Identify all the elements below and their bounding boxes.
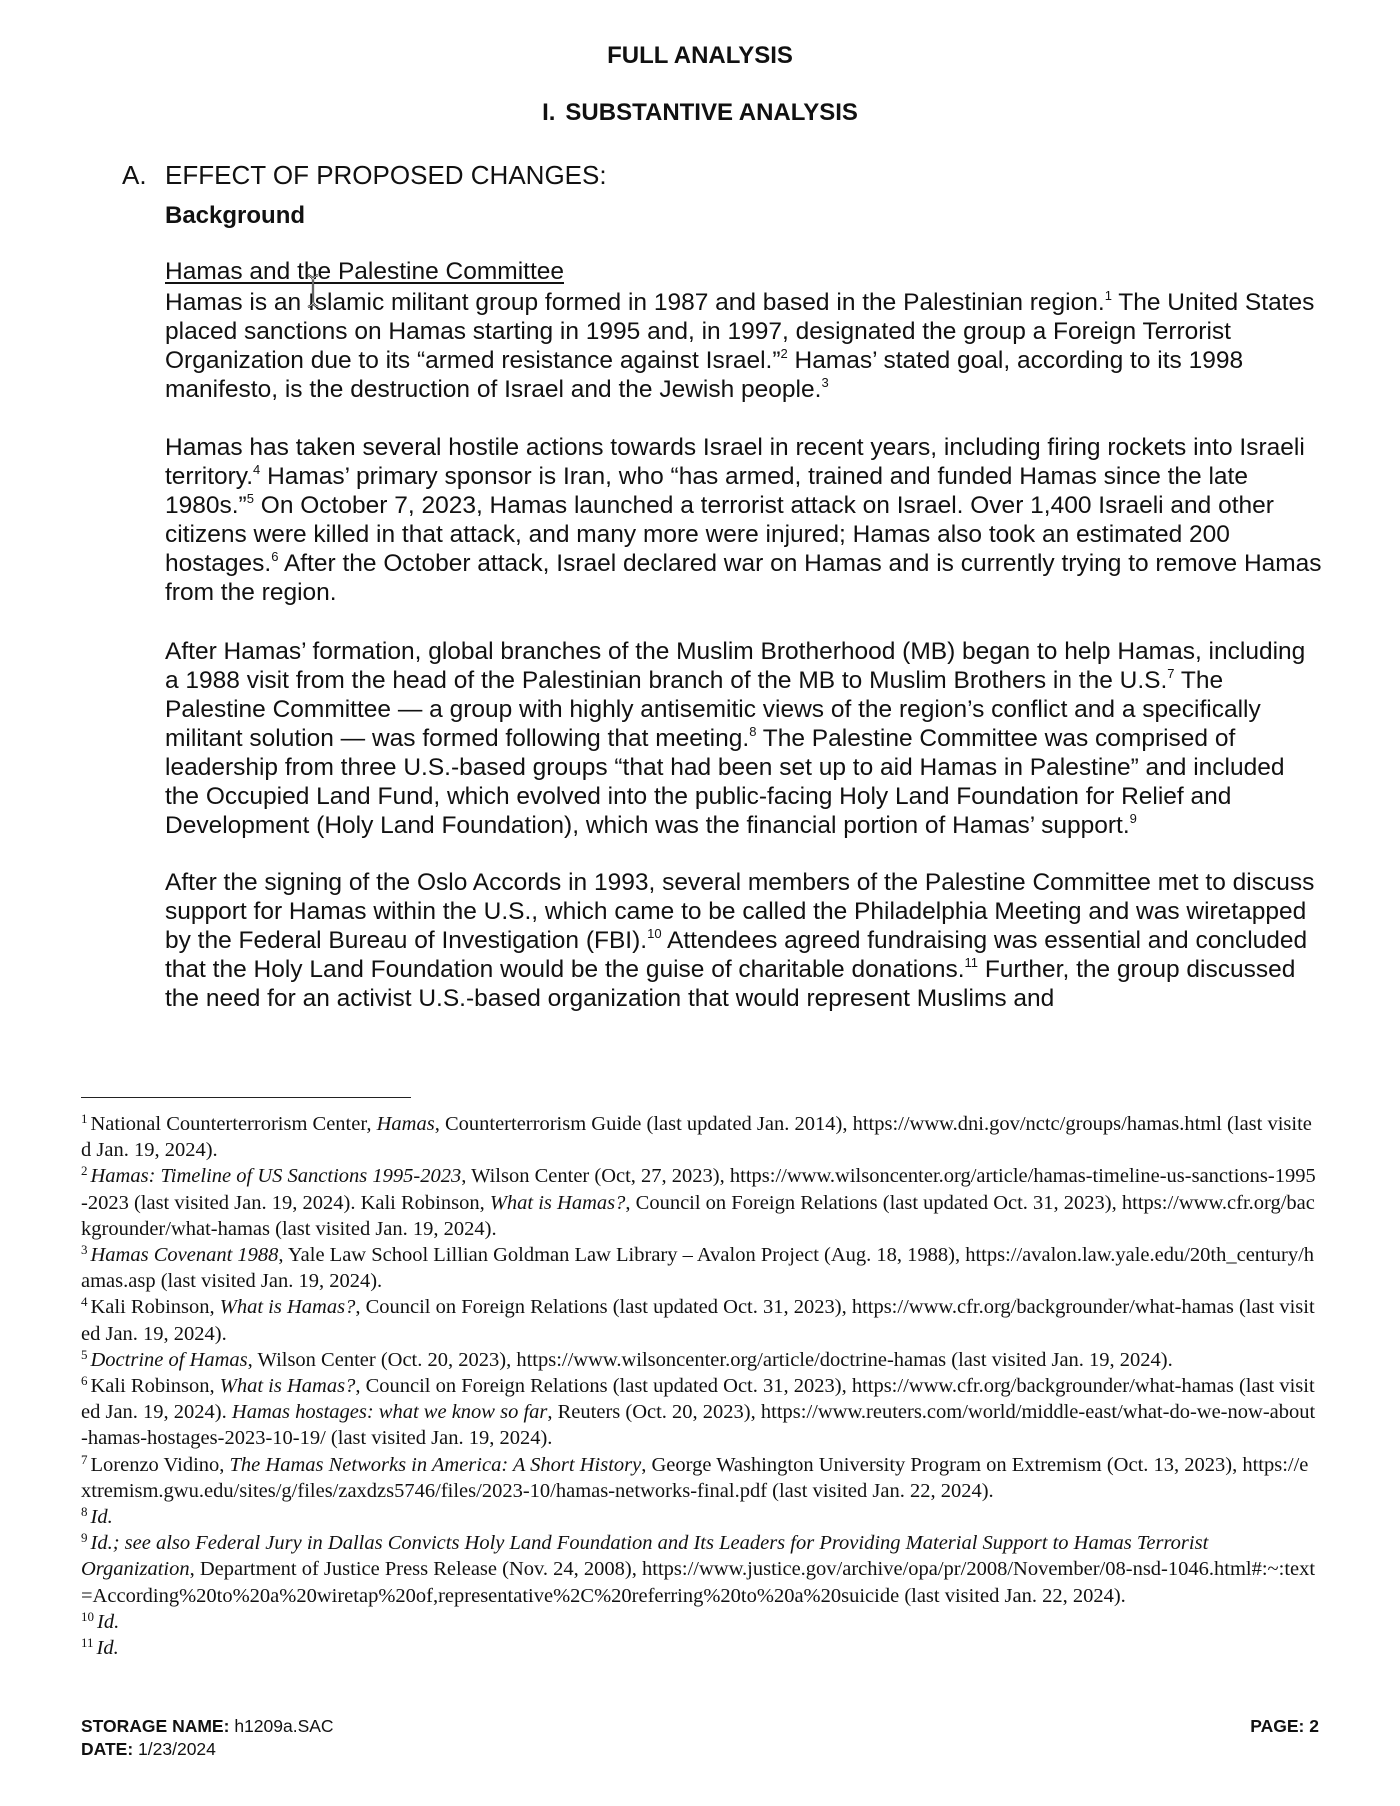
- page-number: [1250, 1715, 1319, 1738]
- storage-name-value: h1209a.SAC: [234, 1716, 334, 1736]
- footnotes: [81, 1111, 1317, 1661]
- topic-heading: Hamas and the Palestine Committee: [165, 258, 564, 285]
- date-line: [81, 1738, 1319, 1761]
- footnote-ref[interactable]: 8: [749, 724, 757, 739]
- paragraph-2: [165, 433, 1323, 607]
- footnote-number: 7: [81, 1451, 88, 1467]
- footnote-ref[interactable]: 4: [253, 462, 261, 477]
- paragraph-1: [165, 288, 1323, 404]
- footnote: [81, 1635, 1317, 1661]
- footnote-number: 11: [81, 1635, 94, 1651]
- footnote-text: , Yale Law School Lillian Goldman Law Library – Avalon Project (Aug. 18, 1988), https://avalon.law.yale.edu/20th_century/hamas.asp (last visited Jan. 19, 2024).: [81, 1244, 1315, 1293]
- footnote-text: , Council on Foreign Relations (last updated Oct. 31, 2023), https://www.cfr.org/backgrounder/what-hamas (last visited Jan. 19, 2024).: [81, 1296, 1315, 1345]
- footnote-number: 8: [81, 1504, 88, 1520]
- section-title: SUBSTANTIVE ANALYSIS: [565, 99, 858, 126]
- footnote-text: , George Washington University Program on Extremism (Oct. 13, 2023), https://extremism.gwu.edu/sites/g/files/zaxdzs5746/files/2023-10/hamas-networks-final.pdf (last visited Jan. 22, 2024).: [81, 1453, 1309, 1502]
- footnote-number: 9: [81, 1530, 88, 1546]
- footnote-number: 4: [81, 1294, 88, 1310]
- footnote-ref[interactable]: 11: [964, 955, 979, 970]
- date-label: DATE:: [81, 1739, 134, 1759]
- page-heading-full-analysis: FULL ANALYSIS: [607, 42, 793, 69]
- footnote-ref[interactable]: 1: [1104, 288, 1112, 303]
- footnote-title: What is Hamas?: [219, 1375, 356, 1398]
- subsection-heading: [122, 160, 607, 191]
- subsection-title: EFFECT OF PROPOSED CHANGES:: [165, 160, 607, 190]
- footnote-number: 3: [81, 1242, 88, 1258]
- storage-name-label: STORAGE NAME:: [81, 1716, 230, 1736]
- text-run: Attendees agreed fundraising was essential and concluded that the Holy Land Foundation would be the guise of charitable donations.: [165, 927, 1308, 983]
- footnote-text: Kali Robinson,: [90, 1296, 220, 1319]
- storage-name-line: [81, 1715, 1319, 1738]
- paragraph-4: [165, 868, 1323, 1013]
- footnote-title: What is Hamas?: [489, 1191, 626, 1214]
- footnote-title: Hamas: [376, 1113, 435, 1135]
- text-run: After the October attack, Israel declared war on Hamas and is currently trying to remove Hamas from the region.: [165, 550, 1322, 606]
- footnote-text: Lorenzo Vidino,: [90, 1453, 230, 1476]
- text-run: Hamas’ primary sponsor is Iran, who “has armed, trained and funded Hamas since the late 1980s.”: [165, 463, 1248, 519]
- footnote-text: , Council on Foreign Relations (last updated Oct. 31, 2023), https://www.cfr.org/backgrounder/what-hamas (last visited Jan. 19, 2024).: [81, 1191, 1315, 1240]
- footnote-title: Id.: [90, 1506, 113, 1529]
- text-run: The United States placed sanctions on Hamas starting in 1995 and, in 1997, designated the group a Foreign Terrorist Organization due to its “armed resistance against Israel.”: [165, 289, 1315, 374]
- text-run: After the signing of the Oslo Accords in 1993, several members of the Palestine Committee met to discuss support for Hamas within the U.S., which came to be called the Philadelphia Meeting and was wiretapped by the Federal Bureau of Investigation (FBI).: [165, 869, 1315, 954]
- background-heading: Background: [165, 202, 306, 229]
- text-run: The Palestine Committee — a group with highly antisemitic views of the region’s conflict and a specifically militant solution — was formed following that meeting.: [165, 667, 1261, 752]
- footnote: [81, 1294, 1317, 1346]
- footnote-ref[interactable]: 7: [1167, 666, 1175, 681]
- footnote-title: Hamas hostages: what we know so far: [231, 1401, 548, 1424]
- page-value: 2: [1309, 1716, 1319, 1736]
- footnote: [81, 1111, 1317, 1163]
- footnote-number: 6: [81, 1373, 88, 1389]
- footnote: [81, 1373, 1317, 1452]
- footnote-text: , Council on Foreign Relations (last updated Oct. 31, 2023), https://www.cfr.org/backgrounder/what-hamas (last visited Jan. 19, 2024).: [81, 1375, 1315, 1424]
- footnote-text: , Wilson Center (Oct, 27, 2023), https://www.wilsoncenter.org/article/hamas-timeline-us-sanctions-1995-2023 (last visited Jan. 19, 2024). Kali Robinson,: [81, 1165, 1316, 1214]
- footnote-text: , Reuters (Oct. 20, 2023), https://www.reuters.com/world/middle-east/what-do-we-now-about-hamas-hostages-2023-10-19/ (last visited Jan. 19, 2024).: [81, 1401, 1316, 1450]
- footnote-title: The Hamas Networks in America: A Short History: [229, 1453, 642, 1476]
- footnote-text: , Wilson Center (Oct. 20, 2023), https://www.wilsoncenter.org/article/doctrine-hamas (last visited Jan. 19, 2024).: [247, 1348, 1173, 1371]
- text-run: Further, the group discussed the need for an activist U.S.-based organization that would represent Muslims and: [165, 956, 1296, 1012]
- date-value: 1/23/2024: [138, 1739, 216, 1759]
- text-cursor-icon: [306, 274, 320, 308]
- footnote-ref[interactable]: 3: [821, 375, 829, 390]
- section-number: I.: [542, 99, 556, 126]
- footnote: [81, 1163, 1317, 1242]
- footnote-ref[interactable]: 10: [647, 926, 662, 941]
- footnote-number: 2: [81, 1163, 88, 1179]
- footnote-ref[interactable]: 9: [1129, 811, 1137, 826]
- footnote-title: Id.: [97, 1610, 120, 1633]
- footnote-text: Kali Robinson,: [90, 1375, 220, 1398]
- footnote-text: , Department of Justice Press Release (Nov. 24, 2008), https://www.justice.gov/archive/opa/pr/2008/November/08-nsd-1046.html#:~:text=According%20to%20a%20wiretap%20of,representative%2C%20referring%20to%20a%20suicide (last visited Jan. 22, 2024).: [81, 1558, 1316, 1607]
- footnote: [81, 1530, 1317, 1609]
- footnote-title: Doctrine of Hamas: [90, 1348, 248, 1371]
- footnote-ref[interactable]: 5: [246, 491, 254, 506]
- footnote: [81, 1242, 1317, 1294]
- footnote-number: 10: [81, 1608, 94, 1624]
- footnote-title: Hamas: Timeline of US Sanctions 1995-2023: [90, 1165, 462, 1188]
- footnote-ref[interactable]: 2: [780, 346, 788, 361]
- footnote-title: Id.: [96, 1637, 119, 1660]
- footnote: [81, 1504, 1317, 1530]
- footnote-ref[interactable]: 6: [271, 549, 279, 564]
- footnote-title: Id.; see also Federal Jury in Dallas Convicts Holy Land Foundation and Its Leaders for Providing Material Support to Hamas Terrorist Organization: [81, 1532, 1209, 1581]
- subsection-letter: A.: [122, 160, 147, 190]
- footnote-text: National Counterterrorism Center,: [90, 1113, 377, 1135]
- paragraph-3: [165, 637, 1323, 840]
- footnote-number: 1: [81, 1111, 88, 1126]
- footnote: [81, 1452, 1317, 1504]
- page-footer: [81, 1715, 1319, 1761]
- section-heading: [0, 99, 1400, 127]
- footnote: [81, 1609, 1317, 1635]
- page-label: PAGE:: [1250, 1716, 1305, 1736]
- footnote-title: Hamas Covenant 1988: [90, 1244, 279, 1267]
- footnote-separator: [81, 1097, 411, 1098]
- text-run: On October 7, 2023, Hamas launched a terrorist attack on Israel. Over 1,400 Israeli and other citizens were killed in that attack, and many more were injured; Hamas also took an estimated 200 hostages.: [165, 492, 1274, 577]
- footnote-title: What is Hamas?: [219, 1296, 356, 1319]
- footnote-number: 5: [81, 1346, 88, 1362]
- text-run: Hamas is an Islamic militant group formed in 1987 and based in the Palestinian region.: [165, 289, 1105, 316]
- footnote-text: , Counterterrorism Guide (last updated Jan. 2014), https://www.dni.gov/nctc/groups/hamas.html (last visited Jan. 19, 2024).: [81, 1113, 1312, 1162]
- footnote: [81, 1347, 1317, 1373]
- text-run: Hamas’ stated goal, according to its 1998 manifesto, is the destruction of Israel and the Jewish people.: [165, 347, 1244, 403]
- text-run: Hamas has taken several hostile actions towards Israel in recent years, including firing rockets into Israeli territory.: [165, 434, 1305, 490]
- text-run: The Palestine Committee was comprised of leadership from three U.S.-based groups “that had been set up to aid Hamas in Palestine” and included the Occupied Land Fund, which evolved into the public-facing Holy Land Foundation for Relief and Development (Holy Land Foundation), which was the financial portion of Hamas’ support.: [165, 725, 1285, 839]
- text-run: After Hamas’ formation, global branches of the Muslim Brotherhood (MB) began to help Hamas, including a 1988 visit from the head of the Palestinian branch of the MB to Muslim Brothers in the U.S.: [165, 638, 1306, 694]
